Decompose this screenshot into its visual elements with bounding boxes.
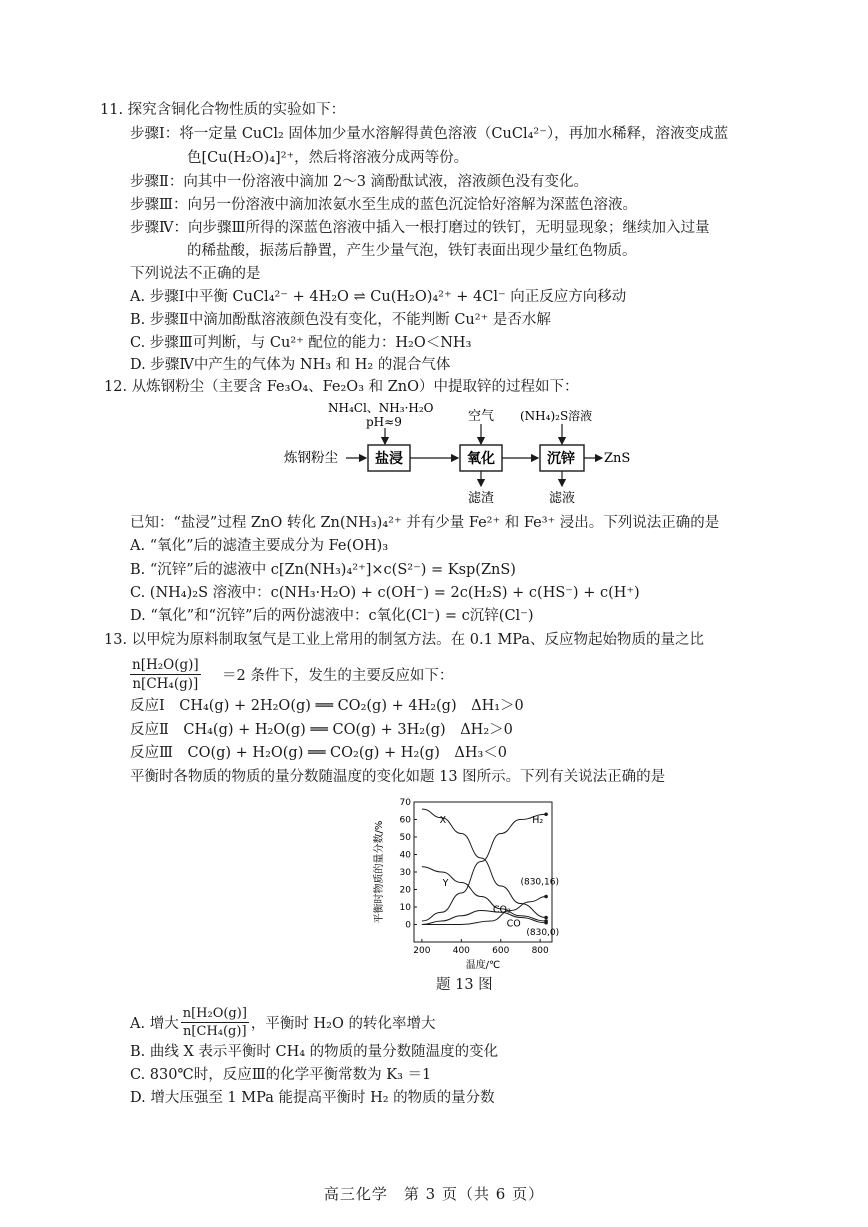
q12-option-a: A. “氧化”后的滤渣主要成分为 Fe(OH)₃ xyxy=(130,538,389,554)
flow-reagent-3: (NH₄)₂S溶液 xyxy=(520,409,593,423)
y-tick-label: 60 xyxy=(399,815,411,826)
q13-question: 平衡时各物质的物质的量分数随温度的变化如题 13 图所示。下列有关说法正确的是 xyxy=(130,769,666,785)
q13-stem-line1: 13. 以甲烷为原料制取氢气是工业上常用的制氢方法。在 0.1 MPa、反应物起始物质的量之比 xyxy=(104,632,705,648)
x-axis-label: 温度/℃ xyxy=(465,960,501,971)
flow-out-2: 滤渣 xyxy=(468,491,495,506)
q13-option-c: C. 830℃时，反应Ⅲ的化学平衡常数为 K₃ ＝1 xyxy=(130,1067,432,1083)
q13-option-a-fraction xyxy=(181,1005,249,1040)
annotation-830-0: (830,0) xyxy=(526,928,560,938)
flow-reagent-1b: pH≈9 xyxy=(366,415,402,429)
x-tick-label: 400 xyxy=(452,946,470,956)
y-tick-label: 20 xyxy=(399,885,411,896)
q11-stem: 11. 探究含铜化合物性质的实验如下： xyxy=(100,102,346,118)
x-tick-label: 200 xyxy=(413,946,431,956)
series-label-CO: CO xyxy=(506,918,521,930)
q13-option-a-numerator: n[H₂O(g)] xyxy=(182,1006,247,1021)
q11-option-d: D. 步骤Ⅳ中产生的气体为 NH₃ 和 H₂ 的混合气体 xyxy=(130,357,451,373)
series-label-X: X xyxy=(439,815,447,826)
series-endpoint-CO₂ xyxy=(544,921,548,925)
flow-box-3-label: 沉锌 xyxy=(547,451,575,467)
flow-product: ZnS xyxy=(604,451,631,466)
series-label-H₂: H₂ xyxy=(532,815,544,826)
y-tick-label: 70 xyxy=(399,798,411,808)
y-tick-label: 40 xyxy=(399,850,411,861)
flow-reagent-2: 空气 xyxy=(468,409,495,424)
q12-stem: 12. 从炼钢粉尘（主要含 Fe₃O₄、Fe₂O₃ 和 ZnO）中提取锌的过程如下： xyxy=(104,379,579,395)
y-tick-label: 10 xyxy=(399,903,411,913)
q11-step2: 步骤Ⅱ：向其中一份溶液中滴加 2～3 滴酚酞试液，溶液颜色没有变化。 xyxy=(130,174,589,190)
q13-ratio-fraction xyxy=(130,656,201,693)
annotation-830-16: (830,16) xyxy=(520,877,559,888)
q11-option-c: C. 步骤Ⅲ可判断，与 Cu²⁺ 配位的能力：H₂O＜NH₃ xyxy=(130,335,472,351)
q11-step3: 步骤Ⅲ：向另一份溶液中滴加浓氨水至生成的蓝色沉淀恰好溶解为深蓝色溶液。 xyxy=(130,197,637,213)
q13-option-d: D. 增大压强至 1 MPa 能提高平衡时 H₂ 的物质的量分数 xyxy=(130,1090,495,1106)
x-tick-label: 600 xyxy=(492,946,510,956)
series-endpoint-CO xyxy=(544,895,548,899)
flow-start: 炼钢粉尘 xyxy=(284,450,338,466)
series-endpoint-H₂ xyxy=(544,812,548,816)
series-line-Y xyxy=(422,867,546,921)
q12-known: 已知：“盐浸”过程 ZnO 转化 Zn(NH₃)₄²⁺ 并有少量 Fe²⁺ 和 Fe³⁺ 浸出。下列说法正确的是 xyxy=(130,515,720,531)
series-label-Y: Y xyxy=(442,878,449,889)
q13-option-a-denominator: n[CH₄(g)] xyxy=(183,1024,247,1039)
y-tick-label: 50 xyxy=(399,833,411,843)
equilibrium-mole-fraction-chart xyxy=(366,796,566,976)
x-tick-label: 800 xyxy=(531,946,549,956)
q11-step4-line1: 步骤Ⅳ：向步骤Ⅲ所得的深蓝色溶液中插入一根打磨过的铁钉，无明显现象；继续加入过量 xyxy=(130,220,710,236)
q13-option-a xyxy=(130,1005,435,1040)
q12-option-b: B. “沉锌”后的滤液中 c[Zn(NH₃)₄²⁺]×c(S²⁻) = Ksp(ZnS) xyxy=(130,562,516,578)
flow-box-2-label: 氧化 xyxy=(467,451,495,467)
q13-stem-line2: ＝2 条件下，发生的主要反应如下： xyxy=(222,668,454,684)
q13-ratio-denominator: n[CH₄(g)] xyxy=(132,676,199,692)
q11-step4-line2: 的稀盐酸，振荡后静置，产生少量气泡，铁钉表面出现少量红色物质。 xyxy=(187,243,637,259)
q13-reaction-2: 反应Ⅱ CH₄(g) + H₂O(g) ══ CO(g) + 3H₂(g) ΔH₂＞0 xyxy=(130,722,513,738)
flow-reagent-1a: NH₄Cl、NH₃·H₂O xyxy=(328,401,434,415)
q11-option-b: B. 步骤Ⅱ中滴加酚酞溶液颜色没有变化，不能判断 Cu²⁺ 是否水解 xyxy=(130,312,551,328)
q11-question: 下列说法不正确的是 xyxy=(130,266,261,282)
page-footer: 高三化学 第 3 页（共 6 页） xyxy=(323,1185,545,1203)
q13-figure-caption: 题 13 图 xyxy=(436,977,493,993)
y-tick-label: 30 xyxy=(399,868,411,878)
q13-option-a-prefix: A. 增大 xyxy=(130,1016,179,1032)
q12-option-c: C. (NH₄)₂S 溶液中：c(NH₃·H₂O) + c(OH⁻) = 2c(H₂S) + c(HS⁻) + c(H⁺) xyxy=(130,585,640,601)
series-label-CO₂: CO₂ xyxy=(492,904,511,916)
q12-option-d: D. “氧化”和“沉锌”后的两份滤液中：c氧化(Cl⁻) = c沉锌(Cl⁻) xyxy=(130,608,534,624)
flow-out-3: 滤液 xyxy=(549,491,576,506)
q13-option-b: B. 曲线 X 表示平衡时 CH₄ 的物质的量分数随温度的变化 xyxy=(130,1044,499,1060)
q13-reaction-3: 反应Ⅲ CO(g) + H₂O(g) ══ CO₂(g) + H₂(g) ΔH₃＜0 xyxy=(130,745,508,761)
q11-step1-line2: 色[Cu(H₂O)₄]²⁺，然后将溶液分成两等份。 xyxy=(187,150,469,166)
y-tick-label: 0 xyxy=(405,920,411,931)
y-axis-label: 平衡时物质的量分数/% xyxy=(374,820,385,924)
q13-reaction-1: 反应Ⅰ CH₄(g) + 2H₂O(g) ══ CO₂(g) + 4H₂(g) ΔH₁＞0 xyxy=(130,698,524,714)
q11-step1-line1: 步骤Ⅰ：将一定量 CuCl₂ 固体加少量水溶解得黄色溶液（CuCl₄²⁻），再加水稀释，溶液变成蓝 xyxy=(130,126,729,142)
q11-option-a: A. 步骤Ⅰ中平衡 CuCl₄²⁻ + 4H₂O ⇌ Cu(H₂O)₄²⁺ + 4Cl⁻ 向正反应方向移动 xyxy=(130,289,627,305)
flow-box-1-label: 盐浸 xyxy=(375,451,403,467)
series-endpoint-X xyxy=(544,916,548,920)
q13-option-a-suffix: ，平衡时 H₂O 的转化率增大 xyxy=(250,1016,436,1032)
q13-ratio-numerator: n[H₂O(g)] xyxy=(132,657,199,673)
process-flow-diagram xyxy=(280,398,640,508)
